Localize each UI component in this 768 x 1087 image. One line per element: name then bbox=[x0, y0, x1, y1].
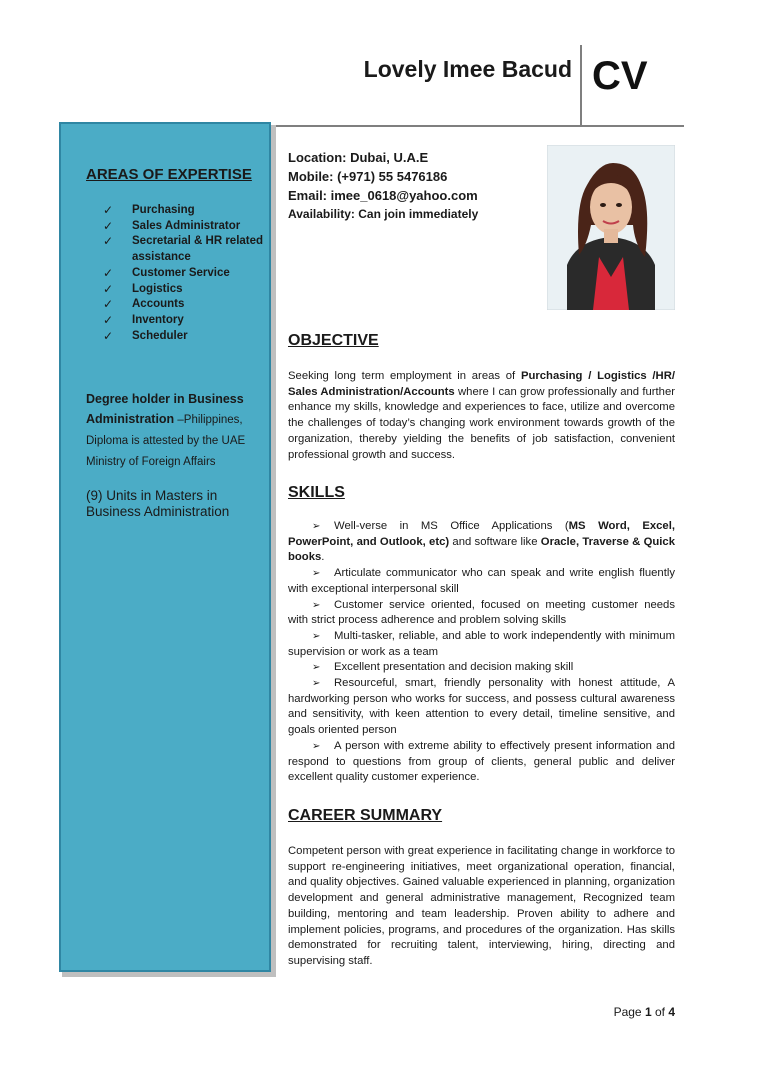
page-number: Page 1 of 4 bbox=[613, 1005, 675, 1019]
skills-list bbox=[288, 519, 675, 786]
arrow-bullet-icon: ➢ bbox=[312, 740, 321, 752]
arrow-bullet-icon: ➢ bbox=[312, 521, 321, 532]
career-summary-text: Competent person with great experience in facilitating change in workforce to support re-engineering initiatives, meet organizational operation, financial, and quality objectives. Gained valuable experienced in planning, organization development and general administrative management, Recognized team building, mentoring and team leadership. Proven ability to adhere and implement policies, programs, and procedures of the organization. Has skills demonstrated for recruiting talent, interviewing, hiring, directing and supervising staff. bbox=[288, 845, 675, 967]
arrow-bullet-icon: ➢ bbox=[312, 630, 321, 642]
list-item: ✓ Accounts bbox=[103, 297, 185, 312]
location-line: Location: Dubai, U.A.E bbox=[288, 150, 429, 165]
degree-title: Degree holder in Business Administration bbox=[86, 392, 244, 426]
profile-photo bbox=[547, 145, 675, 310]
career-summary-heading: CAREER SUMMARY bbox=[288, 807, 443, 824]
checkmark-icon: ✓ bbox=[103, 234, 114, 249]
checkmark-icon: ✓ bbox=[103, 312, 114, 327]
list-item: ➢ Articulate communicator who can speak and write english fluently with exceptional interpersonal skill bbox=[288, 567, 675, 595]
degree-info bbox=[86, 389, 266, 472]
degree-detail: –Philippines, Diploma is attested by the UAE Ministry of Foreign Affairs bbox=[86, 414, 246, 468]
document-type-label: CV bbox=[592, 54, 648, 98]
checkmark-icon: ✓ bbox=[103, 281, 114, 296]
list-item: ✓ Inventory bbox=[103, 312, 184, 327]
list-item: ✓ Purchasing bbox=[103, 203, 195, 217]
list-item: ➢ A person with extreme ability to effectively present information and respond to questions from group of clients, general public and deliver excellent quality customer experience. bbox=[288, 739, 675, 784]
expertise-list bbox=[100, 203, 270, 344]
list-item: ✓ Scheduler bbox=[103, 328, 188, 343]
objective-text: Seeking long term employment in areas of Purchasing / Logistics /HR/ Sales Administration/Accounts where I can grow professionally and further enhance my skills, knowledge and experiences to face, utilize and overcome the challenges of today’s changing work environment towards growth of the organization, thereby yielding the benefits of job satisfaction, convenient professional growth and success. bbox=[288, 370, 675, 461]
checkmark-icon: ✓ bbox=[103, 265, 114, 280]
list-item: ✓ Sales Administrator bbox=[103, 218, 241, 233]
arrow-bullet-icon: ➢ bbox=[312, 599, 321, 611]
expertise-heading: AREAS OF EXPERTISE bbox=[86, 166, 252, 183]
header-divider-horizontal bbox=[276, 125, 684, 127]
email-line: Email: imee_0618@yahoo.com bbox=[288, 188, 478, 203]
list-item: ➢ Excellent presentation and decision making skill bbox=[288, 660, 675, 676]
arrow-bullet-icon: ➢ bbox=[312, 662, 321, 674]
checkmark-icon: ✓ bbox=[103, 203, 114, 217]
candidate-name: Lovely Imee Bacud bbox=[363, 56, 572, 82]
masters-info: (9) Units in Masters in Business Administration bbox=[86, 488, 230, 519]
list-item: ➢ Well-verse in MS Office Applications (MS Word, Excel, PowerPoint, and Outlook, etc) and software like Oracle, Traverse & Quick books. bbox=[288, 520, 675, 564]
arrow-bullet-icon: ➢ bbox=[312, 568, 321, 580]
list-item: ✓ Logistics bbox=[103, 281, 183, 296]
list-item: ✓ Customer Service bbox=[103, 265, 230, 280]
list-item: ✓ Secretarial & HR related assistance bbox=[103, 234, 264, 264]
list-item: ➢ Resourceful, smart, friendly personality with honest attitude, A hardworking person who works for success, and possess cultural awareness and sensitivity, with keen attention to every detail, timeline sensitive, and goals oriented person bbox=[288, 677, 675, 737]
contact-block bbox=[288, 148, 548, 224]
objective-heading: OBJECTIVE bbox=[288, 332, 379, 349]
checkmark-icon: ✓ bbox=[103, 218, 114, 233]
checkmark-icon: ✓ bbox=[103, 297, 114, 312]
list-item: ➢ Customer service oriented, focused on meeting customer needs with strict process adherence and problem solving skills bbox=[288, 598, 675, 627]
list-item: ➢ Multi-tasker, reliable, and able to work independently with minimum supervision or work as a team bbox=[288, 629, 675, 658]
checkmark-icon: ✓ bbox=[103, 328, 114, 343]
mobile-line: Mobile: (+971) 55 5476186 bbox=[288, 169, 448, 184]
header-divider-vertical bbox=[580, 45, 582, 127]
arrow-bullet-icon: ➢ bbox=[312, 678, 321, 690]
skills-heading: SKILLS bbox=[288, 484, 345, 501]
availability-line: Availability: Can join immediately bbox=[288, 207, 479, 221]
